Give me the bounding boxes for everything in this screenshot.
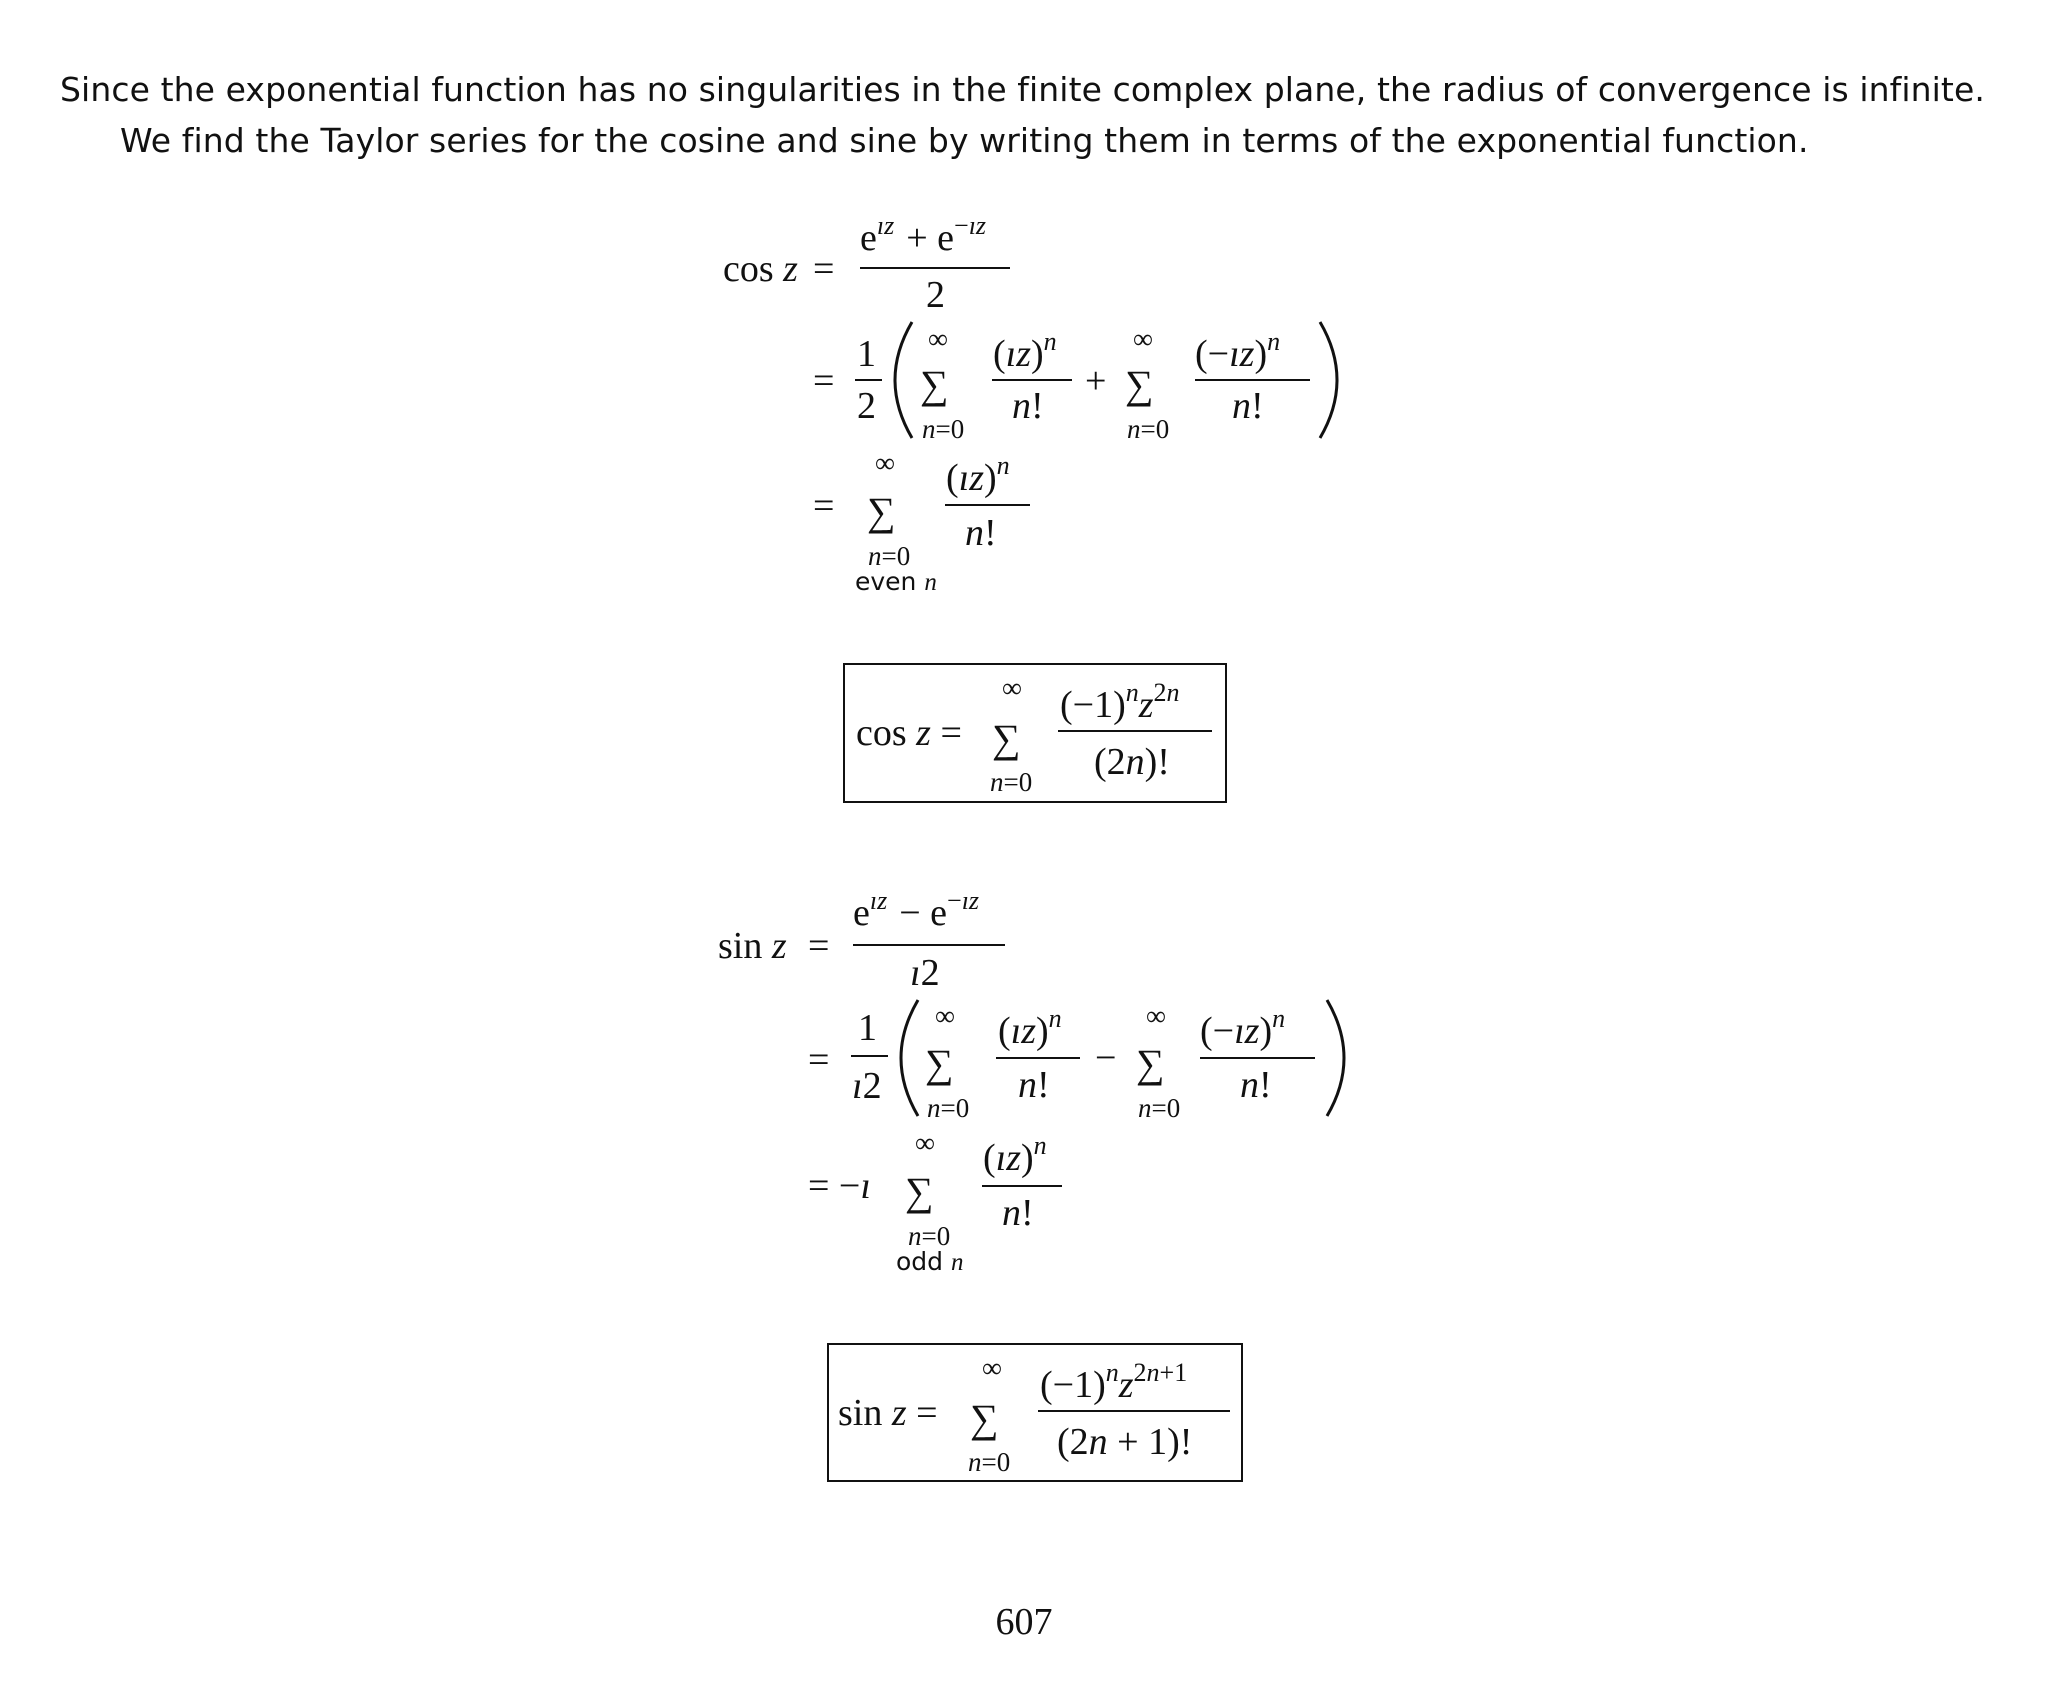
svg-text:∞: ∞ [935,1001,955,1032]
svg-text:+: + [1085,360,1107,402]
svg-text:1: 1 [858,1007,877,1049]
sin-sum-3: ∑ [905,1169,934,1214]
svg-text:n=0: n=0 [968,1447,1011,1477]
svg-text:(−ız)n: (−ız)$^n$ [1200,1004,1286,1052]
svg-text:(−1)nz2n: $(-1)^nz^{2n}$ [1060,678,1180,726]
svg-text:n=0: n=0 [1127,414,1170,444]
cos-equals-2: = [813,360,835,402]
cos-sum-2: ∑ [1125,362,1154,407]
sin-result-box [828,1344,1242,1481]
sin-line1-numerator: $e^{ız} - e^{-ız}$ [853,886,980,934]
svg-text:1: 1 [857,333,876,375]
svg-text:n=0: n=0 [927,1093,970,1123]
cos-result-box [844,664,1226,802]
svg-text:n=0: n=0 [922,414,965,444]
svg-text:n!: n! [1018,1064,1050,1106]
svg-text:(ız)n: (ız)$^n$ [998,1004,1062,1052]
sin-result-sum: ∑ [970,1396,999,1441]
page-number: 607 [995,1601,1053,1643]
cos-line1-denominator: 2 [926,274,945,316]
svg-text:(2n)!: (2n)! [1094,741,1170,783]
svg-text:∞: ∞ [928,324,948,355]
sin-derivation [718,886,1344,1276]
sin-sum-condition: odd n [896,1247,964,1276]
sin-lhs: sin z [718,925,787,967]
svg-text:∞: ∞ [1133,324,1153,355]
svg-text:n!: n! [1240,1064,1272,1106]
svg-text:n=0: n=0 [990,767,1033,797]
svg-text:∞: ∞ [1146,1001,1166,1032]
svg-text:n!: n! [1012,385,1044,427]
cos-equals-3: = [813,485,835,527]
svg-text:cos z =: cos z = [856,712,962,754]
svg-text:n=0: n=0 [1138,1093,1181,1123]
svg-text:(−ız)n: (−ız)$^n$ [1195,327,1281,375]
cos-equals-1: = [813,248,835,290]
svg-text:∞: ∞ [875,448,895,479]
cos-derivation [723,211,1337,596]
svg-text:(ız)n: (ız)$^n$ [993,327,1057,375]
sin-equals-3: = −ı [808,1165,871,1207]
svg-text:n=0: n=0 [868,541,911,571]
sin-sum-1: ∑ [925,1041,954,1086]
svg-text:sin z =: sin z = [838,1392,938,1434]
svg-text:n!: n! [1002,1192,1034,1234]
svg-text:n=0: n=0 [908,1221,951,1251]
sin-equals-1: = [808,925,830,967]
svg-text:2: 2 [857,385,876,427]
cos-lhs: cos z [723,248,798,290]
svg-text:n!: n! [1232,385,1264,427]
svg-text:−: − [1095,1037,1117,1079]
svg-text:(−1)nz2n+1: $(-1)^nz^{2n+1}$ [1040,1358,1188,1406]
svg-text:n!: n! [965,512,997,554]
svg-text:ı2: ı2 [852,1065,882,1107]
paragraph-taylor-series-intro: We find the Taylor series for the cosine and sine by writing them in terms of the exponential function. [120,121,1809,160]
paragraph-radius-of-convergence: Since the exponential function has no singularities in the finite complex plane, the radius of convergence is infinite. [60,70,1985,109]
cos-sum-3: ∑ [867,489,896,534]
svg-text:(2n + 1)!: (2n + 1)! [1057,1421,1193,1463]
cos-sum-condition: even n [855,567,937,596]
sin-sum-2: ∑ [1136,1041,1165,1086]
sin-line1-denominator: ı2 [910,952,940,994]
svg-text:∞: ∞ [982,1353,1002,1384]
cos-sum-1: ∑ [920,362,949,407]
svg-text:(ız)n: (ız)$^n$ [983,1131,1047,1179]
sin-equals-2: = [808,1039,830,1081]
cos-result-sum: ∑ [992,716,1021,761]
svg-text:∞: ∞ [915,1128,935,1159]
svg-text:∞: ∞ [1002,673,1022,704]
svg-text:(ız)n: (ız)$^n$ [946,451,1010,499]
cos-line1-numerator: $e^{ız} + e^{-ız}$ [860,211,987,259]
